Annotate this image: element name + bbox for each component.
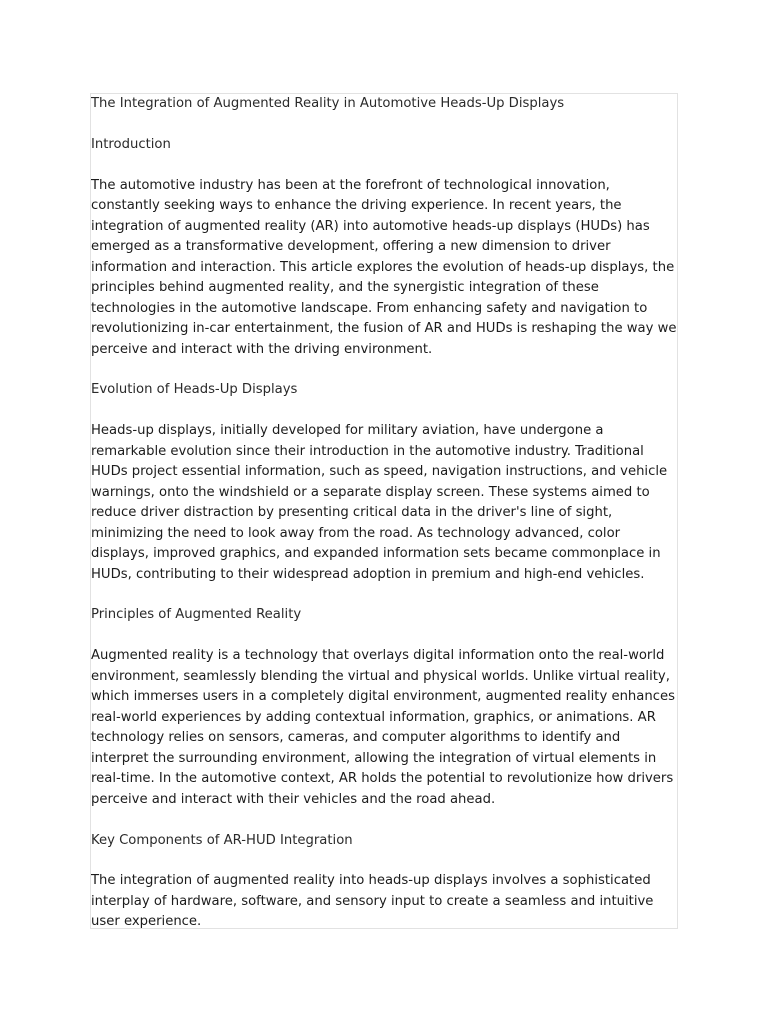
document-text-box bbox=[90, 93, 678, 929]
section-paragraph-key-components: The integration of augmented reality into heads-up displays involves a sophisticated interplay of hardware, software, and sensory input to create a seamless and intuitive user experience. bbox=[91, 873, 654, 929]
section-paragraph-introduction: The automotive industry has been at the forefront of technological innovation, constantly seeking ways to enhance the driving experience. In recent years, the integration of augmented reality (AR) into automotive heads-up displays (HUDs) has emerged as a transformative development, offering a new dimension to driver information and interaction. This article explores the evolution of heads-up displays, the principles behind augmented reality, and the synergistic integration of these technologies in the automotive landscape. From enhancing safety and navigation to revolutionizing in-car entertainment, the fusion of AR and HUDs is reshaping the way we perceive and interact with the driving environment. bbox=[91, 177, 677, 357]
section-heading-principles: Principles of Augmented Reality bbox=[91, 607, 302, 623]
section-heading-key-components: Key Components of AR-HUD Integration bbox=[91, 832, 353, 848]
document-title: The Integration of Augmented Reality in Automotive Heads-Up Displays bbox=[91, 96, 565, 111]
section-paragraph-principles: Augmented reality is a technology that overlays digital information onto the real-world environment, seamlessly blending the virtual and physical worlds. Unlike virtual reality, which immerses users in a completely digital environment, augmented reality enhances real-world experiences by adding contextual information, graphics, or animations. AR technology relies on sensors, cameras, and computer algorithms to identify and interpret the surrounding environment, allowing the integration of virtual elements in real-time. In the automotive context, AR holds the potential to revolutionize how drivers perceive and interact with their vehicles and the road ahead. bbox=[91, 648, 675, 807]
section-paragraph-evolution: Heads-up displays, initially developed for military aviation, have undergone a remarkable evolution since their introduction in the automotive industry. Traditional HUDs project essential information, such as speed, navigation instructions, and vehicle warnings, onto the windshield or a separate display screen. These systems aimed to reduce driver distraction by presenting critical data in the driver's line of sight, minimizing the need to look away from the road. As technology advanced, color displays, improved graphics, and expanded information sets became commonplace in HUDs, contributing to their widespread adoption in premium and high-end vehicles. bbox=[91, 423, 668, 582]
section-heading-evolution: Evolution of Heads-Up Displays bbox=[91, 382, 298, 398]
document-content bbox=[91, 94, 678, 929]
section-heading-introduction: Introduction bbox=[91, 136, 171, 152]
